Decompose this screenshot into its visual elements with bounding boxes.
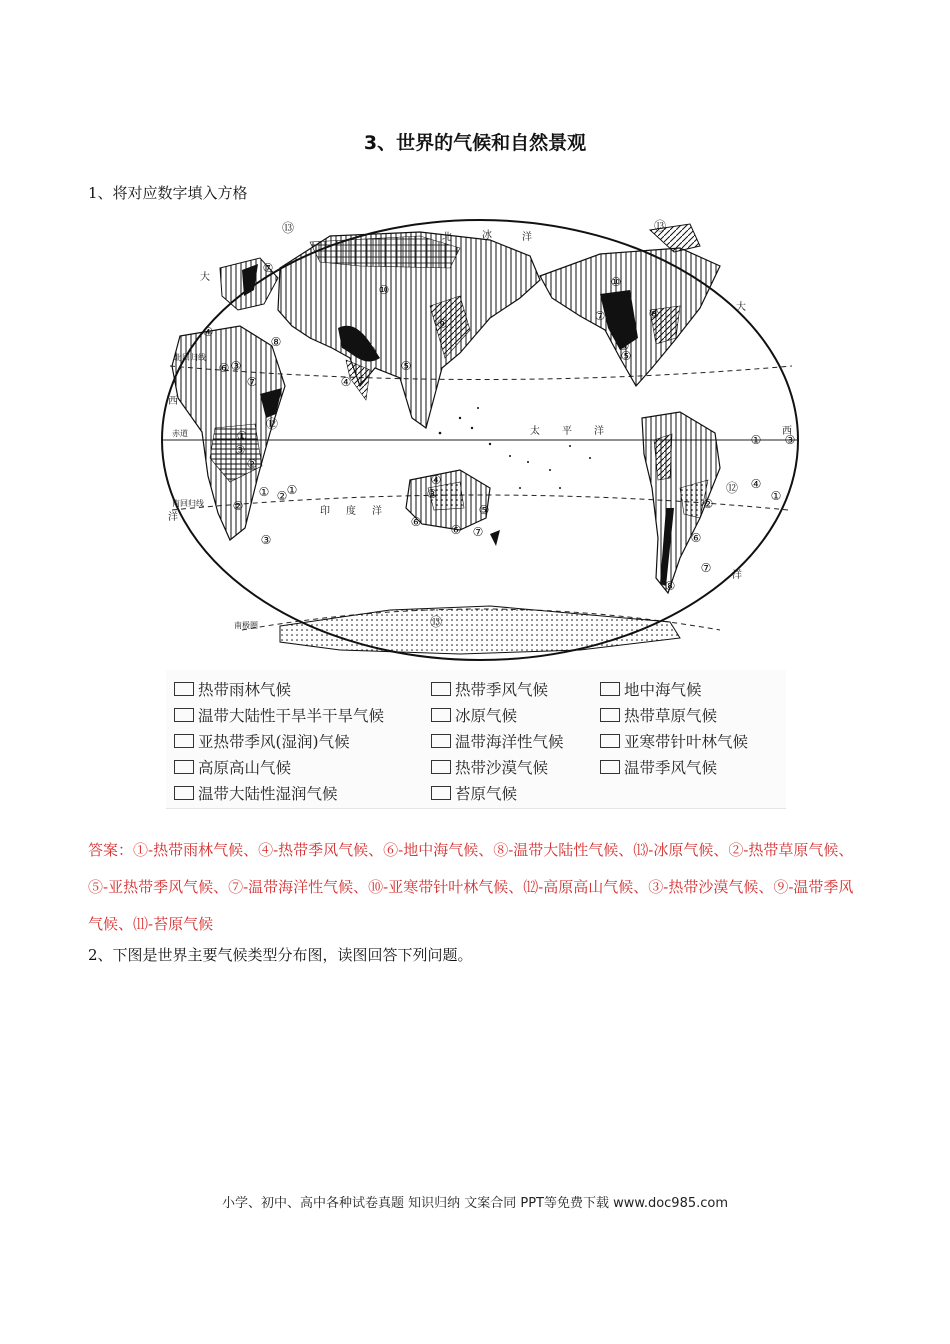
climate-marker: ② xyxy=(232,499,244,513)
climate-marker: ④ xyxy=(340,375,352,389)
climate-marker: ⑬ xyxy=(281,221,295,235)
checkbox[interactable] xyxy=(431,682,451,696)
climate-marker: ① xyxy=(258,485,270,499)
checkbox[interactable] xyxy=(174,682,194,696)
footer: 小学、初中、高中各种试卷真题 知识归纳 文案合同 PPT等免费下载 www.doc985.com xyxy=(221,1196,729,1211)
climate-marker: ③ xyxy=(784,433,796,447)
checkbox[interactable] xyxy=(431,786,451,800)
climate-marker: ② xyxy=(276,489,288,503)
climate-marker: ① xyxy=(236,429,248,443)
checkbox[interactable] xyxy=(174,708,194,722)
climate-marker: ⑧ xyxy=(648,307,660,321)
climate-marker: ⑬ xyxy=(429,615,443,629)
climate-marker: ⑤ xyxy=(478,503,490,517)
climate-marker: ④ xyxy=(202,325,214,339)
legend-item[interactable]: 温带大陆性湿润气候 xyxy=(174,782,338,804)
label-tropic-cancer: 北回归线 xyxy=(174,353,206,362)
climate-marker: ⑬ xyxy=(653,219,667,233)
legend-panel xyxy=(166,670,786,809)
checkbox[interactable] xyxy=(600,760,620,774)
legend-item[interactable]: 冰原气候 xyxy=(431,704,517,726)
label-yang-left: 洋 xyxy=(168,512,178,523)
world-climate-map xyxy=(160,218,800,663)
legend-item[interactable]: 苔原气候 xyxy=(431,782,517,804)
climate-marker: ⑩ xyxy=(610,275,622,289)
climate-marker: ② xyxy=(702,497,714,511)
checkbox[interactable] xyxy=(600,682,620,696)
checkbox[interactable] xyxy=(431,760,451,774)
answer-text: 答案：①-热带雨林气候、④-热带季风气候、⑥-地中海气候、⑧-温带大陆性气候、⒀-冰原气候、②-热带草原气候、⑤-亚热带季风气候、⑦-温带海洋性气候、⑩-亚寒带针叶林气候、⑿-高原高山气候、③-热带沙漠气候、⑨-温带季风气候、⑾-苔原气候 xyxy=(88,841,854,933)
climate-marker: ① xyxy=(286,483,298,497)
legend-item[interactable]: 地中海气候 xyxy=(600,678,702,700)
climate-marker: ⑦ xyxy=(594,309,606,323)
legend-item[interactable]: 高原高山气候 xyxy=(174,756,291,778)
climate-marker: ⑤ xyxy=(400,359,412,373)
question-2: 2、下图是世界主要气候类型分布图，读图回答下列问题。 xyxy=(88,946,473,964)
label-antarctic-circle: 南极圈 xyxy=(234,621,258,630)
climate-marker: ⑥ xyxy=(690,531,702,545)
climate-marker: ① xyxy=(770,489,782,503)
label-tropic-capricorn: 南回归线 xyxy=(172,499,204,508)
climate-marker: ⑫ xyxy=(725,481,739,495)
label-pacific-2: 平 xyxy=(562,426,572,437)
climate-marker: ⑨ xyxy=(436,317,448,331)
legend-item[interactable]: 温带大陆性干旱半干旱气候 xyxy=(174,704,384,726)
climate-marker: ⑥ xyxy=(410,515,422,529)
question-1: 1、将对应数字填入方格 xyxy=(88,184,248,202)
climate-marker: ② xyxy=(246,457,258,471)
climate-marker: ③ xyxy=(230,359,242,373)
label-indian-1: 印 xyxy=(320,506,330,517)
legend-item[interactable]: 亚寒带针叶林气候 xyxy=(600,730,748,752)
checkbox[interactable] xyxy=(174,760,194,774)
checkbox[interactable] xyxy=(174,734,194,748)
climate-marker: ⑦ xyxy=(700,561,712,575)
label-atlantic-right: 西 xyxy=(782,426,792,437)
climate-marker: ⑧ xyxy=(270,335,282,349)
label-da-left: 大 xyxy=(200,272,210,283)
climate-marker: ⑩ xyxy=(378,283,390,297)
climate-marker: ⑥ xyxy=(618,339,630,353)
checkbox[interactable] xyxy=(600,708,620,722)
legend-item[interactable]: 热带季风气候 xyxy=(431,678,548,700)
climate-marker: ① xyxy=(750,433,762,447)
label-pacific-3: 洋 xyxy=(594,426,604,437)
climate-marker: ③ xyxy=(234,443,246,457)
label-indian-3: 洋 xyxy=(372,506,382,517)
legend-item[interactable]: 温带季风气候 xyxy=(600,756,717,778)
climate-marker: ⑦ xyxy=(472,525,484,539)
climate-marker: ⑦ xyxy=(246,375,258,389)
label-north-ice-3: 洋 xyxy=(522,232,532,243)
checkbox[interactable] xyxy=(600,734,620,748)
climate-marker: ③ xyxy=(260,533,272,547)
climate-marker: ⑥ xyxy=(450,523,462,537)
climate-marker: ④ xyxy=(430,473,442,487)
climate-marker: ⑤ xyxy=(620,349,632,363)
label-indian-2: 度 xyxy=(346,506,356,517)
climate-marker: ④ xyxy=(750,477,762,491)
climate-marker: ⑥ xyxy=(218,361,230,375)
legend-item[interactable]: 亚热带季风(湿润)气候 xyxy=(174,730,350,752)
legend-item[interactable]: 热带沙漠气候 xyxy=(431,756,548,778)
climate-marker: ⑦ xyxy=(262,261,274,275)
label-north-ice-2: 冰 xyxy=(482,230,492,241)
climate-marker: ⑫ xyxy=(265,417,279,431)
legend-item[interactable]: 温带海洋性气候 xyxy=(431,730,564,752)
legend-item[interactable]: 热带雨林气候 xyxy=(174,678,291,700)
legend-item[interactable]: 热带草原气候 xyxy=(600,704,717,726)
label-pacific-1: 太 xyxy=(530,426,540,437)
climate-marker: ③ xyxy=(426,487,438,501)
climate-marker: ⑫ xyxy=(363,345,377,359)
label-yang-right: 洋 xyxy=(732,570,742,581)
label-atlantic-left: 西 xyxy=(168,396,178,407)
checkbox[interactable] xyxy=(174,786,194,800)
label-north-ice-1: 北 xyxy=(442,232,452,243)
climate-marker: ⑧ xyxy=(664,579,676,593)
checkbox[interactable] xyxy=(431,734,451,748)
checkbox[interactable] xyxy=(431,708,451,722)
page-title: 3、世界的气候和自然景观 xyxy=(363,132,587,154)
label-da-right: 大 xyxy=(736,302,746,313)
label-equator: 赤道 xyxy=(172,429,188,438)
